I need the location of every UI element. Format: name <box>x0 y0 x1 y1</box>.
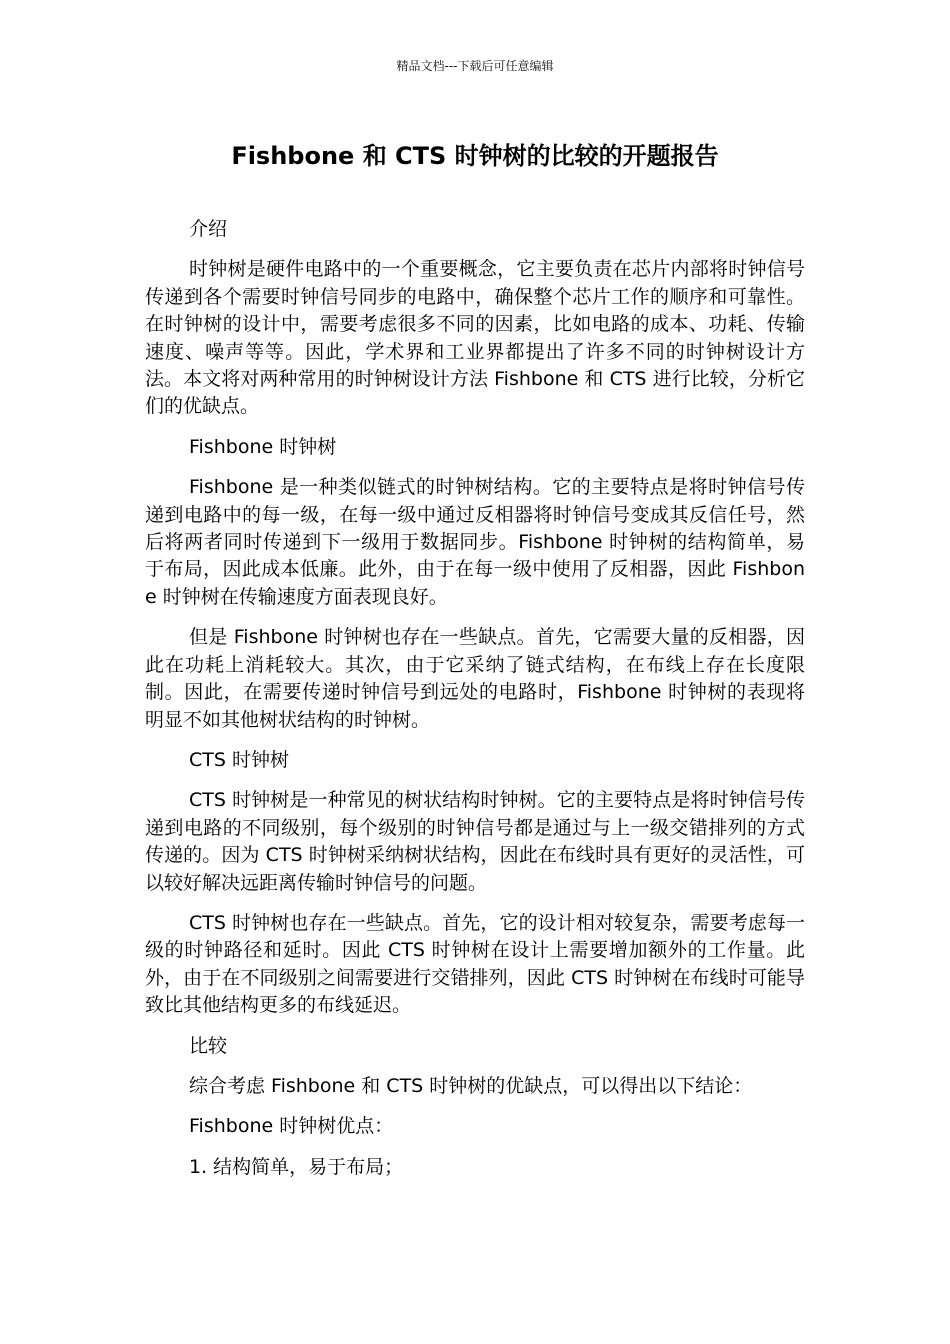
paragraph-cts-1: CTS 时钟树是一种常见的树状结构时钟树。它的主要特点是将时钟信号传递到电路的不同级别，每个级别的时钟信号都是通过与上一级交错排列的方式传递的。因为 CTS 时钟树采纳树状结构，因此在布线时具有更好的灵活性，可以较好解决远距离传输时钟信号的问题。 <box>145 789 805 894</box>
fishbone-pros-heading: Fishbone 时钟树优点： <box>189 1115 394 1138</box>
document-body <box>145 216 805 1194</box>
paragraph-intro: 时钟树是硬件电路中的一个重要概念，它主要负责在芯片内部将时钟信号传递到各个需要时钟信号同步的电路中，确保整个芯片工作的顺序和可靠性。在时钟树的设计中，需要考虑很多不同的因素，比如电路的成本、功耗、传输速度、噪声等等。因此，学术界和工业界都提出了许多不同的时钟树设计方法。本文将对两种常用的时钟树设计方法 Fishbone 和 CTS 进行比较，分析它们的优缺点。 <box>145 258 805 418</box>
paragraph-compare: 综合考虑 Fishbone 和 CTS 时钟树的优缺点，可以得出以下结论： <box>189 1074 753 1097</box>
list-item: 1. 结构简单，易于布局； <box>189 1155 404 1178</box>
section-heading-fishbone: Fishbone 时钟树 <box>189 435 337 458</box>
section-heading-compare: 比较 <box>189 1034 228 1057</box>
paragraph-cts-2: CTS 时钟树也存在一些缺点。首先，它的设计相对较复杂，需要考虑每一级的时钟路径和延时。因此 CTS 时钟树在设计上需要增加额外的工作量。此外，由于在不同级别之间需要进行交错排列，因此 CTS 时钟树在布线时可能导致比其他结构更多的布线延迟。 <box>145 911 805 1017</box>
section-heading-intro: 介绍 <box>189 218 228 240</box>
paragraph-fishbone-1: Fishbone 是一种类似链式的时钟树结构。它的主要特点是将时钟信号传递到电路中的每一级，在每一级中通过反相器将时钟信号变成其反信任号，然后将两者同时传递到下一级用于数据同步。Fishbone 时钟树的结构简单，易于布局，因此成本低廉。此外，由于在每一级中使用了反相器，因此 Fishbone 时钟树在传输速度方面表现良好。 <box>145 476 805 608</box>
paragraph-fishbone-2: 但是 Fishbone 时钟树也存在一些缺点。首先，它需要大量的反相器，因此在功耗上消耗较大。其次，由于它采纳了链式结构，在布线上存在长度限制。因此，在需要传递时钟信号到远处的电路时，Fishbone 时钟树的表现将明显不如其他树状结构的时钟树。 <box>145 626 805 731</box>
section-heading-cts: CTS 时钟树 <box>189 748 289 771</box>
document-title: Fishbone 和 CTS 时钟树的比较的开题报告 <box>231 142 719 170</box>
header-note: 精品文档---下载后可任意编辑 <box>396 59 554 73</box>
